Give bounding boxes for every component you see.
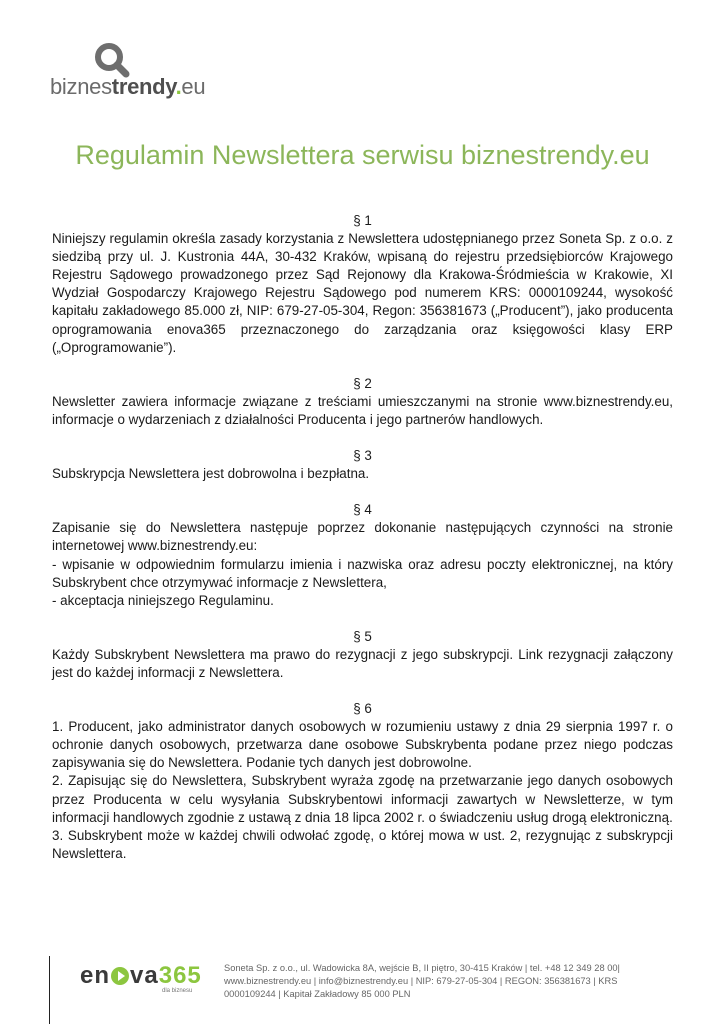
section-1 bbox=[52, 212, 673, 357]
footer-divider bbox=[49, 956, 50, 1024]
section-3 bbox=[52, 447, 673, 483]
magnifier-icon bbox=[94, 42, 130, 78]
page-title: Regulamin Newslettera serwisu biznestrendy.eu bbox=[75, 140, 650, 170]
footer-company-info bbox=[224, 962, 664, 1001]
section-number: § 4 bbox=[353, 502, 372, 518]
section-paragraph: Każdy Subskrybent Newslettera ma prawo do rezygnacji z jego subskrypcji. Link rezygnacji załączony jest do każdej informacji z Newslettera. bbox=[52, 646, 673, 680]
section-number: § 1 bbox=[353, 213, 372, 228]
enova-wordmark: en va365 bbox=[80, 962, 202, 989]
section-number: § 6 bbox=[353, 701, 372, 717]
footer-line: www.biznestrendy.eu | info@biznestrendy.eu | NIP: 679-27-05-304 | REGON: 356381673 | KRS bbox=[224, 976, 618, 986]
section-paragraph: 3. Subskrybent może w każdej chwili odwołać zgodę, o której mowa w ust. 2, rezygnując z subskrypcji Newslettera. bbox=[52, 827, 673, 861]
section-number: § 5 bbox=[353, 628, 372, 644]
section-number: § 2 bbox=[353, 375, 372, 391]
section-paragraph: 1. Producent, jako administrator danych osobowych w rozumieniu ustawy z dnia 29 sierpnia 1997 r. o ochronie danych osobowych, przetwarza dane osobowe Subskrybenta podane przez niego podczas zapisywania się do Newslettera. Podanie tych danych jest dobrowolne. bbox=[52, 719, 673, 771]
section-paragraph: Niniejszy regulamin określa zasady korzystania z Newslettera udostępnianego przez Soneta Sp. z o.o. z siedzibą przy ul. J. Kustronia 44A, 30-432 Kraków, wpisaną do rejestru przedsiębiorców Krajowego Rejestru Sądowego prowadzonego przez Sąd Rejonowy dla Krakowa-Śródmieścia w Krakowie, XI Wydział Gospodarczy Krajowego Rejestru Sądowego pod numerem KRS: 0000109244, wysokość kapitału zakładowego 85.000 zł, NIP: 679-27-05-304, Regon: 356381673 („Producent”), jako producenta oprogramowania enova365 przeznaczonego do zarządzania oraz księgowości klasy ERP („Oprogramowanie”). bbox=[52, 231, 673, 355]
section-6 bbox=[52, 700, 673, 863]
section-number: § 3 bbox=[353, 448, 372, 464]
section-paragraph: 2. Zapisując się do Newslettera, Subskrybent wyraża zgodę na przetwarzanie jego danych osobowych przez Producenta w celu wysyłania Subskrybentowi informacji zawartych w Newsletterze, w tym informacji handlowych zgodnie z ustawą z dnia 18 lipca 2002 r. o świadczeniu usług drogą elektroniczną. bbox=[52, 773, 673, 825]
section-paragraph: Subskrypcja Newslettera jest dobrowolna i bezpłatna. bbox=[52, 466, 370, 482]
section-4 bbox=[52, 501, 673, 610]
enova-tagline: dla biznesu bbox=[162, 988, 193, 994]
section-2 bbox=[52, 375, 673, 429]
logo-text: biznestrendy.eu bbox=[50, 74, 206, 99]
footer-line: Soneta Sp. z o.o., ul. Wadowicka 8A, wejście B, II piętro, 30-415 Kraków | tel. +48 12 349 28 00| bbox=[224, 963, 620, 973]
section-paragraph: Zapisanie się do Newslettera następuje poprzez dokonanie następujących czynności na stronie internetowej www.biznestrendy.eu: bbox=[52, 520, 673, 554]
site-logo bbox=[50, 42, 210, 102]
section-list-item: - akceptacja niniejszego Regulaminu. bbox=[52, 592, 274, 608]
section-paragraph: Newsletter zawiera informacje związane z treściami umieszczanymi na stronie www.biznestrendy.eu, informacje o wydarzeniach z działalności Producenta i jego partnerów handlowych. bbox=[52, 393, 673, 427]
section-list-item: - wpisanie w odpowiednim formularzu imienia i nazwiska oraz adresu poczty elektronicznej, na który Subskrybent chce otrzymywać informacje z Newslettera, bbox=[52, 556, 673, 590]
footer-line: 0000109244 | Kapitał Zakładowy 85 000 PLN bbox=[224, 989, 411, 999]
regulations-body bbox=[52, 212, 673, 881]
play-icon bbox=[111, 967, 129, 985]
enova365-logo bbox=[80, 962, 205, 1002]
section-5 bbox=[52, 628, 673, 682]
